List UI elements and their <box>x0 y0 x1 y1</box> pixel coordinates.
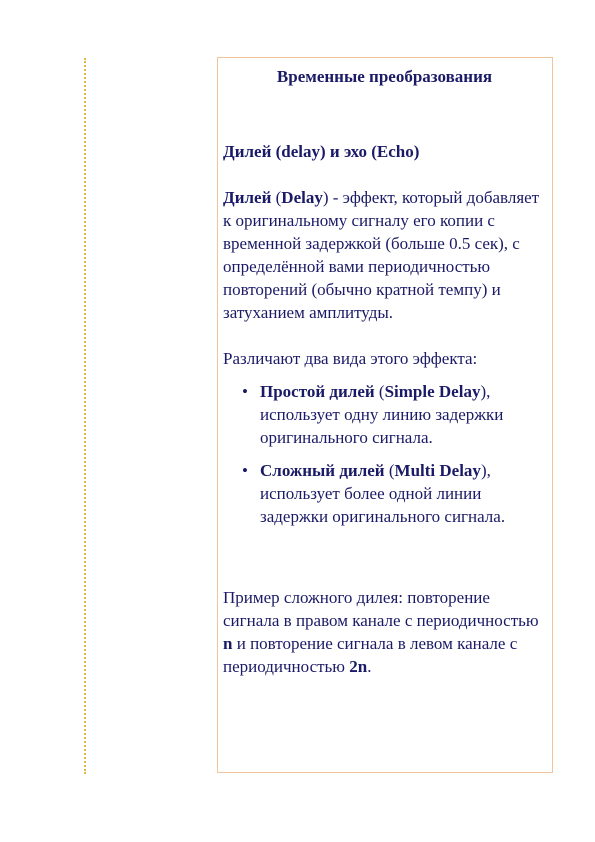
definition-term-en: Delay <box>281 188 323 207</box>
bullet-paren-open: ( <box>384 461 395 480</box>
bullet-name-en: Multi Delay <box>394 461 481 480</box>
definition-paren-close: ) <box>322 188 329 207</box>
types-list <box>223 380 546 528</box>
bullet-paren-open: ( <box>374 382 385 401</box>
types-lead: Различают два вида этого эффекта: <box>223 349 478 368</box>
list-item <box>223 380 546 449</box>
bullet-icon: • <box>242 461 248 480</box>
example-n: n <box>223 634 233 653</box>
definition-paren-open: ( <box>271 188 282 207</box>
example-paragraph <box>223 586 546 678</box>
example-part1: Пример сложного дилея: повторение сигнала в правом канале с периодичностью <box>223 588 539 630</box>
page-title: Временные преобразования <box>276 67 493 86</box>
definition-term-ru: Дилей <box>223 188 272 207</box>
bullet-icon: • <box>242 382 248 401</box>
definition-paragraph <box>223 186 546 324</box>
section-heading: Дилей (delay) и эхо (Echo) <box>223 142 420 161</box>
bullet-name-ru: Сложный дилей <box>260 461 385 480</box>
example-part2: и повторение сигнала в левом канале с периодичностью <box>223 634 518 676</box>
list-item <box>223 459 546 528</box>
bullet-name-ru: Простой дилей <box>260 382 375 401</box>
margin-dotted-line <box>84 58 86 774</box>
example-2n: 2n <box>349 657 368 676</box>
example-part3: . <box>367 657 372 676</box>
bullet-paren-close: ), <box>480 382 491 401</box>
bullet-text: использует одну линию задержки оригинального сигнала. <box>260 405 504 447</box>
bullet-paren-close: ), <box>480 461 491 480</box>
bullet-name-en: Simple Delay <box>384 382 481 401</box>
definition-text: - эффект, который добавляет к оригинальному сигналу его копии с временной задержкой (больше 0.5 сек), с определённой вами периодичностью повторений (обычно кратной темпу) и затуханием амплитуды. <box>223 188 540 322</box>
content-card <box>217 57 553 773</box>
bullet-text: использует более одной линии задержки оригинального сигнала. <box>260 484 506 526</box>
